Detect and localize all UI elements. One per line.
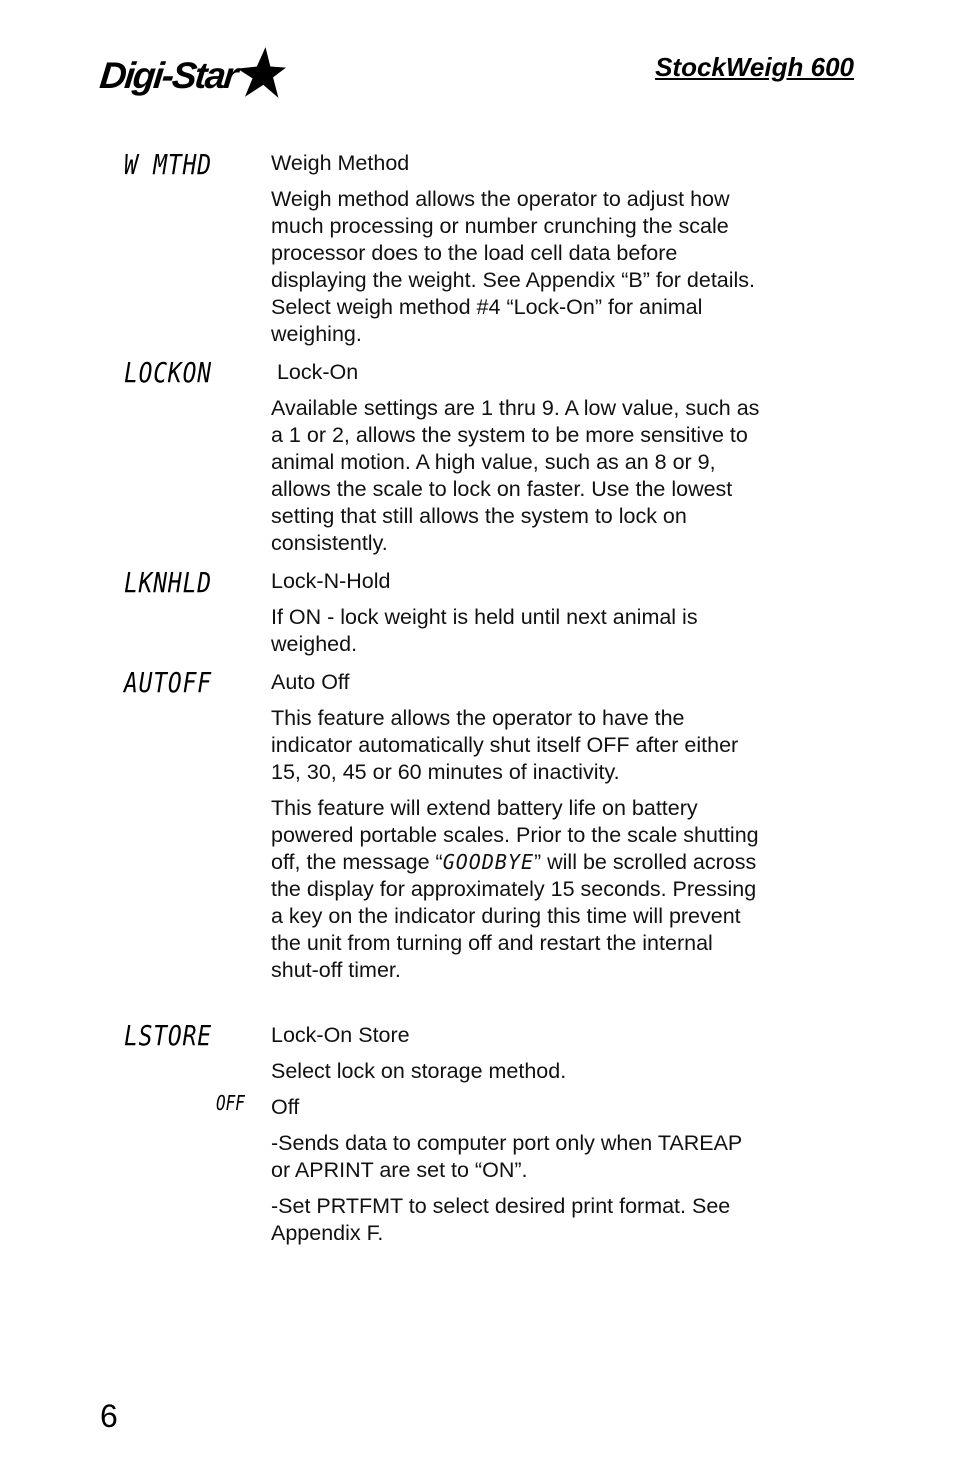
setting-description-battery [271, 795, 761, 984]
product-title: StockWeigh 600 [655, 52, 854, 82]
setting-description: Weigh method allows the operator to adjust how much processing or number crunching the scale processor does to the load cell data before displaying the weight. See Appendix “B” for details. Select weigh method #4 “Lock-On” for animal weighing. [271, 187, 756, 346]
setting-description: If ON - lock weight is held until next animal is weighed. [271, 605, 698, 656]
setting-code-lstore: LSTORE [124, 1019, 212, 1052]
setting-lknhld [271, 568, 761, 667]
setting-title: Weigh Method [271, 151, 410, 175]
option-title-off: Off [271, 1095, 300, 1119]
battery-text-after: ” will be scrolled across the display for approximately 15 seconds. Pressing a key on the indicator during this time will prevent the unit from turning off and restart the internal shut-off timer. [271, 850, 757, 982]
star-icon [232, 46, 286, 100]
setting-code-lockon: LOCKON [124, 356, 212, 389]
setting-code-autoff: AUTOFF [124, 666, 212, 699]
battery-text-before: This feature will extend battery life on battery powered portable scales. Prior to the scale shutting off, the message “ [271, 796, 759, 874]
setting-wmthd [271, 150, 761, 357]
setting-description: Available settings are 1 thru 9. A low value, such as a 1 or 2, allows the system to be more sensitive to animal motion. A high value, such as an 8 or 9, allows the scale to lock on faster. Use the lowest setting that still allows the system to lock on consistently. [271, 396, 760, 555]
page-number: 6 [100, 1398, 118, 1434]
digi-star-logo [97, 48, 286, 104]
setting-description: Select lock on storage method. [271, 1059, 567, 1083]
option-description: -Set PRTFMT to select desired print format. See Appendix F. [271, 1194, 731, 1245]
goodbye-message: GOODBYE [442, 850, 534, 874]
setting-code-wmthd: W MTHD [124, 148, 212, 181]
setting-lockon [271, 359, 761, 566]
setting-title: Lock-N-Hold [271, 569, 391, 593]
setting-title: Lock-On Store [271, 1023, 410, 1047]
setting-lstore [271, 1022, 761, 1256]
setting-description: This feature allows the operator to have the indicator automatically shut itself OFF after either 15, 30, 45 or 60 minutes of inactivity. [271, 706, 739, 784]
setting-title: Lock-On [271, 360, 359, 384]
setting-autoff [271, 669, 761, 993]
setting-title: Auto Off [271, 670, 350, 694]
setting-code-lknhld: LKNHLD [124, 566, 212, 599]
logo-text: Digi-Star [97, 55, 239, 96]
option-code-off: OFF [216, 1091, 245, 1115]
option-description: -Sends data to computer port only when TAREAP or APRINT are set to “ON”. [271, 1131, 742, 1182]
